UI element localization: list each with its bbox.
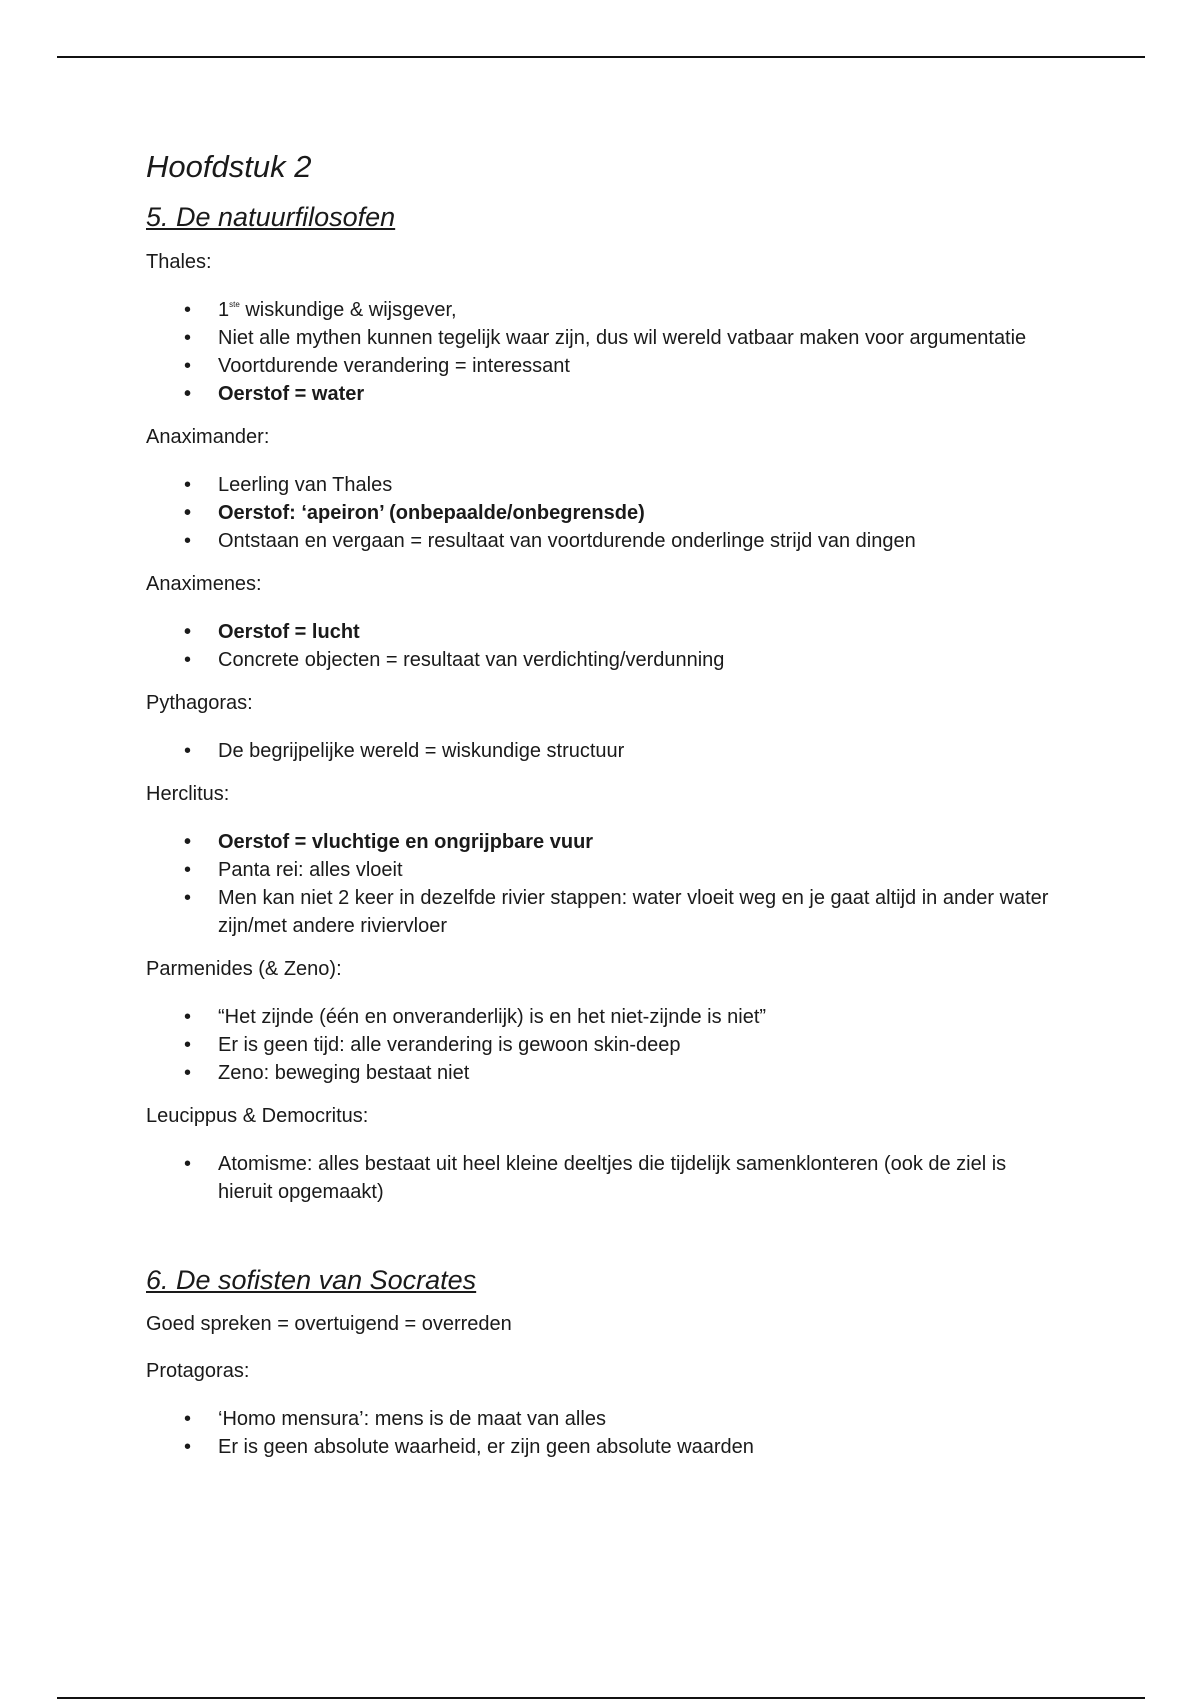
ordinal-suffix: ste [229, 299, 240, 309]
bottom-rule [57, 1697, 1145, 1699]
list-item-text: Atomisme: alles bestaat uit heel kleine deeltjes die tijdelijk samenklonteren (ook de ziel is hieruit opgemaakt) [218, 1152, 1007, 1203]
philosopher-label: Herclitus: [146, 782, 230, 805]
list-item-text: Oerstof = lucht [218, 620, 360, 643]
list-item [184, 646, 1066, 674]
section-intro: Goed spreken = overtuigend = overreden [146, 1313, 512, 1336]
chapter-title: Hoofdstuk 2 [146, 149, 312, 184]
list-item-text: Leerling van Thales [218, 473, 393, 496]
philosopher-label: Leucippus & Democritus: [146, 1104, 369, 1127]
philosopher-label: Anaximander: [146, 425, 270, 448]
bullet-icon: • [184, 830, 192, 853]
list-item [184, 1031, 1066, 1059]
bullet-icon: • [184, 739, 192, 762]
philosopher-label: Protagoras: [146, 1360, 250, 1383]
bullet-icon: • [184, 501, 192, 524]
list-item-text: Panta rei: alles vloeit [218, 858, 403, 881]
bullet-icon: • [184, 473, 192, 496]
list-item [184, 884, 1066, 940]
bullet-icon: • [184, 1061, 192, 1084]
ordinal-number: 1 [218, 298, 230, 321]
list-item [184, 1433, 1066, 1461]
list-item [184, 737, 1066, 765]
list-item-text: Oerstof: ‘apeiron’ (onbepaalde/onbegrensde) [218, 501, 645, 524]
list-item-text: Oerstof = water [218, 382, 365, 405]
list-item [184, 856, 1066, 884]
bullet-icon: • [184, 1005, 192, 1028]
list-item [184, 352, 1066, 380]
bullet-icon: • [184, 1033, 192, 1056]
philosopher-label: Thales: [146, 250, 212, 273]
list-item-text: Niet alle mythen kunnen tegelijk waar zijn, dus wil wereld vatbaar maken voor argumentatie [218, 326, 1027, 349]
section-title: 5. De natuurfilosofen [146, 201, 396, 232]
list-item-text: De begrijpelijke wereld = wiskundige structuur [218, 739, 625, 762]
list-item [184, 618, 1066, 646]
bullet-icon: • [184, 886, 192, 909]
bullet-icon: • [184, 648, 192, 671]
bullet-list [146, 296, 1066, 408]
bullet-list [146, 1003, 1066, 1087]
bullet-list [146, 618, 1066, 674]
philosopher-label: Pythagoras: [146, 691, 253, 714]
top-rule [57, 56, 1145, 58]
list-item-text: “Het zijnde (één en onveranderlijk) is en het niet-zijnde is niet” [218, 1005, 767, 1028]
list-item [184, 1059, 1066, 1087]
list-item [184, 1150, 1066, 1206]
list-item-text: Zeno: beweging bestaat niet [218, 1061, 470, 1084]
list-item [184, 380, 1066, 408]
list-item-text: Voortdurende verandering = interessant [218, 354, 570, 377]
bullet-icon: • [184, 529, 192, 552]
bullet-icon: • [184, 382, 192, 405]
list-item-text: Ontstaan en vergaan = resultaat van voortdurende onderlinge strijd van dingen [218, 529, 916, 552]
bullet-icon: • [184, 354, 192, 377]
bullet-list [146, 737, 1066, 765]
list-item [184, 499, 1066, 527]
bullet-icon: • [184, 858, 192, 881]
section-title: 6. De sofisten van Socrates [146, 1264, 477, 1295]
list-item [184, 828, 1066, 856]
bullet-icon: • [184, 326, 192, 349]
bullet-icon: • [184, 1408, 192, 1431]
list-item [184, 296, 1066, 324]
list-item [184, 1405, 1066, 1433]
list-item-text: Oerstof = vluchtige en ongrijpbare vuur [218, 830, 594, 853]
list-item-text: Concrete objecten = resultaat van verdichting/verdunning [218, 648, 725, 671]
document-page [146, 140, 1066, 1477]
bullet-list [146, 1405, 1066, 1461]
list-item-text: Men kan niet 2 keer in dezelfde rivier stappen: water vloeit weg en je gaat altijd in ander water zijn/met andere riviervloer [218, 886, 1049, 937]
list-item [184, 527, 1066, 555]
list-item [184, 471, 1066, 499]
bullet-icon: • [184, 620, 192, 643]
list-item-text: Er is geen absolute waarheid, er zijn geen absolute waarden [218, 1436, 754, 1459]
bullet-icon: • [184, 1436, 192, 1459]
list-item-text: wiskundige & wijsgever, [245, 298, 457, 321]
bullet-list [146, 1150, 1066, 1206]
philosopher-label: Parmenides (& Zeno): [146, 957, 342, 980]
list-item-text: Er is geen tijd: alle verandering is gewoon skin-deep [218, 1033, 681, 1056]
list-item [184, 324, 1066, 352]
bullet-icon: • [184, 298, 192, 321]
philosopher-label: Anaximenes: [146, 572, 262, 595]
list-item [184, 1003, 1066, 1031]
bullet-icon: • [184, 1152, 192, 1175]
list-item-text: ‘Homo mensura’: mens is de maat van alles [218, 1408, 606, 1431]
bullet-list [146, 828, 1066, 940]
bullet-list [146, 471, 1066, 555]
